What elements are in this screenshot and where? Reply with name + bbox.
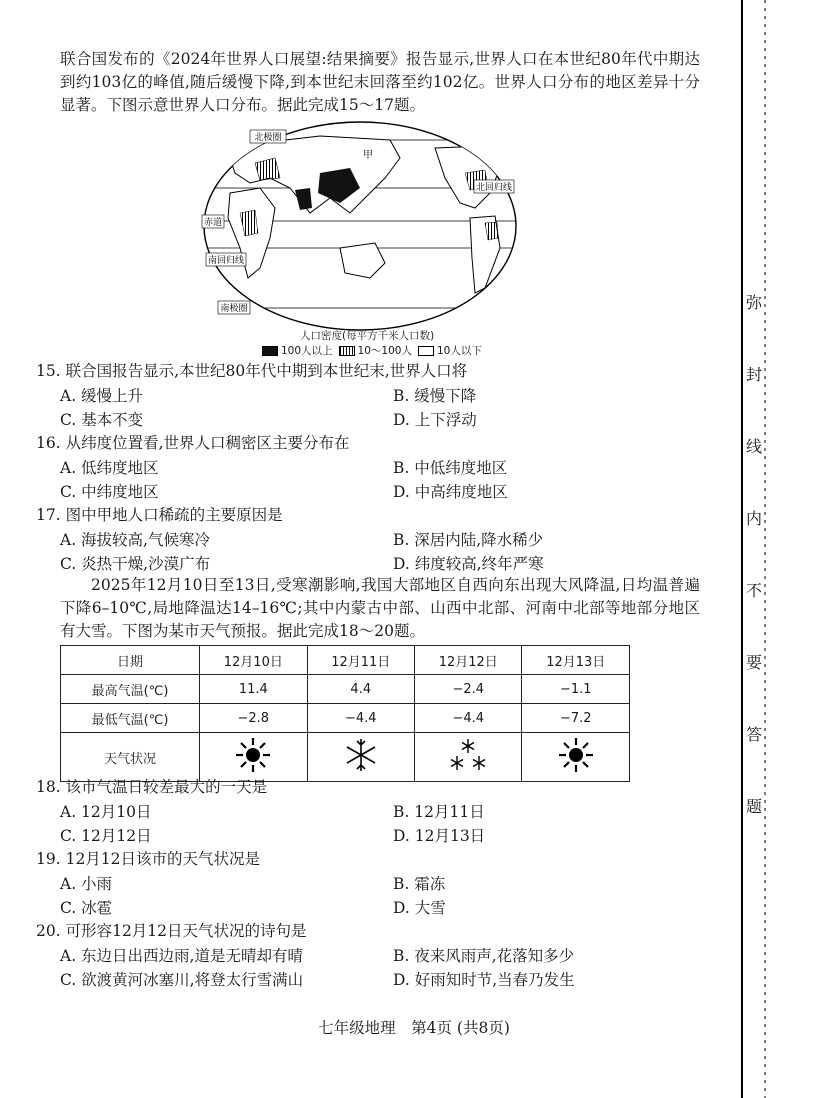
intro-paragraph-1: 联合国发布的《2024年世界人口展望:结果摘要》报告显示,世界人口在本世纪80年代中期达到约103亿的峰值,随后缓慢下降,到本世纪末回落至约102亿。世界人口分布的地区差异十分显著。下图示意世界人口分布。据此完成15～17题。 xyxy=(60,50,700,114)
seal-char: 线 xyxy=(746,437,763,456)
seal-char: 题 xyxy=(746,797,763,816)
q20-option-d[interactable]: D. 好雨知时节,当春乃发生 xyxy=(393,971,575,989)
table-cell: −7.2 xyxy=(522,704,630,733)
seal-char: 内 xyxy=(746,509,763,528)
header-cell: 12月12日 xyxy=(415,646,522,675)
seal-char: 不 xyxy=(746,581,763,600)
header-cell: 12月11日 xyxy=(307,646,414,675)
table-cell: −2.8 xyxy=(200,704,307,733)
header-cell: 12月10日 xyxy=(200,646,307,675)
map-label-arctic: 北极圈 xyxy=(254,133,282,143)
q19-stem: 19. 12月12日该市的天气状况是 xyxy=(36,850,261,868)
q20-option-c[interactable]: C. 欲渡黄河冰塞川,将登太行雪满山 xyxy=(60,971,304,989)
q18-option-a[interactable]: A. 12月10日 xyxy=(60,803,152,821)
q19-option-d[interactable]: D. 大雪 xyxy=(393,899,446,917)
page-footer: 七年级地理 第4页 (共8页) xyxy=(318,1019,510,1037)
legend-sparse-swatch xyxy=(418,346,434,356)
table-row-max xyxy=(61,675,630,704)
q18-stem: 18. 该市气温日较差最大的一天是 xyxy=(36,778,268,796)
q15-option-c[interactable]: C. 基本不变 xyxy=(60,411,144,429)
seal-line-margin xyxy=(740,0,828,1098)
table-row-min xyxy=(61,704,630,733)
seal-char: 封 xyxy=(746,365,763,384)
q20-option-b[interactable]: B. 夜来风雨声,花落知多少 xyxy=(393,947,575,965)
q16-option-b[interactable]: B. 中低纬度地区 xyxy=(393,459,508,477)
table-cell: −1.1 xyxy=(522,675,630,704)
q15-option-b[interactable]: B. 缓慢下降 xyxy=(393,387,477,405)
table-cell: 11.4 xyxy=(200,675,307,704)
map-label-jia: 甲 xyxy=(363,150,373,161)
q15-stem: 15. 联合国报告显示,本世纪80年代中期到本世纪末,世界人口将 xyxy=(36,362,468,380)
q17-stem: 17. 图中甲地人口稀疏的主要原因是 xyxy=(36,506,283,524)
legend-dense-swatch xyxy=(262,346,278,356)
sunny-icon xyxy=(556,735,596,775)
table-cell xyxy=(522,733,630,782)
q16-stem: 16. 从纬度位置看,世界人口稠密区主要分布在 xyxy=(36,434,350,452)
table-cell: −4.4 xyxy=(307,704,414,733)
row-label: 天气状况 xyxy=(61,733,200,782)
table-cell xyxy=(415,733,522,782)
map-label-antarctic: 南极圈 xyxy=(220,304,248,314)
q16-option-d[interactable]: D. 中高纬度地区 xyxy=(393,483,508,501)
map-label-tropic-cancer: 北回归线 xyxy=(475,183,513,193)
seal-char: 弥 xyxy=(746,293,763,312)
heavy-snow-icon xyxy=(445,735,491,775)
q15-option-d[interactable]: D. 上下浮动 xyxy=(393,411,477,429)
q16-option-c[interactable]: C. 中纬度地区 xyxy=(60,483,159,501)
q19-option-a[interactable]: A. 小雨 xyxy=(60,875,113,893)
table-cell: 4.4 xyxy=(307,675,414,704)
table-cell xyxy=(200,733,307,782)
q15-option-a[interactable]: A. 缓慢上升 xyxy=(60,387,144,405)
row-label: 最低气温(℃) xyxy=(61,704,200,733)
map-legend xyxy=(262,343,482,358)
map-label-equator: 赤道 xyxy=(203,218,223,228)
legend-dense-label: 100人以上 xyxy=(281,345,333,357)
sunny-icon xyxy=(233,735,273,775)
table-cell: −4.4 xyxy=(415,704,522,733)
q19-option-b[interactable]: B. 霜冻 xyxy=(393,875,446,893)
q17-option-a[interactable]: A. 海拔较高,气候寒冷 xyxy=(60,531,210,549)
q16-option-a[interactable]: A. 低纬度地区 xyxy=(60,459,159,477)
table-row-weather xyxy=(61,733,630,782)
snow-icon xyxy=(341,735,381,775)
table-header-row xyxy=(61,646,630,675)
map-label-tropic-capricorn: 南回归线 xyxy=(207,256,245,266)
row-label: 最高气温(℃) xyxy=(61,675,200,704)
header-cell: 12月13日 xyxy=(522,646,630,675)
q18-option-b[interactable]: B. 12月11日 xyxy=(393,803,485,821)
header-cell: 日期 xyxy=(61,646,200,675)
q17-option-b[interactable]: B. 深居内陆,降水稀少 xyxy=(393,531,544,549)
seal-char: 答 xyxy=(746,725,763,744)
intro-paragraph-2: 2025年12月10日至13日,受寒潮影响,我国大部地区自西向东出现大风降温,日均温普遍下降6–10℃,局地降温达14–16℃;其中内蒙古中部、山西中北部、河南中北部等地部分地区有大雪。下图为某市天气预报。据此完成18～20题。 xyxy=(60,576,700,640)
q20-stem: 20. 可形容12月12日天气状况的诗句是 xyxy=(36,922,307,940)
q20-option-a[interactable]: A. 东边日出西边雨,道是无晴却有晴 xyxy=(60,947,303,965)
table-cell xyxy=(307,733,414,782)
legend-sparse-label: 10人以下 xyxy=(436,345,482,357)
seal-char: 要 xyxy=(746,653,763,672)
table-cell: −2.4 xyxy=(415,675,522,704)
q18-option-d[interactable]: D. 12月13日 xyxy=(393,827,486,845)
legend-medium-swatch xyxy=(339,346,355,356)
world-population-map xyxy=(200,118,520,338)
q18-option-c[interactable]: C. 12月12日 xyxy=(60,827,152,845)
q17-option-d[interactable]: D. 纬度较高,终年严寒 xyxy=(393,555,544,573)
weather-forecast-table xyxy=(60,645,630,782)
q19-option-c[interactable]: C. 冰雹 xyxy=(60,899,113,917)
q17-option-c[interactable]: C. 炎热干燥,沙漠广布 xyxy=(60,555,211,573)
map-legend-title: 人口密度(每平方千米人口数) xyxy=(300,330,435,342)
legend-medium-label: 10～100人 xyxy=(357,345,412,357)
